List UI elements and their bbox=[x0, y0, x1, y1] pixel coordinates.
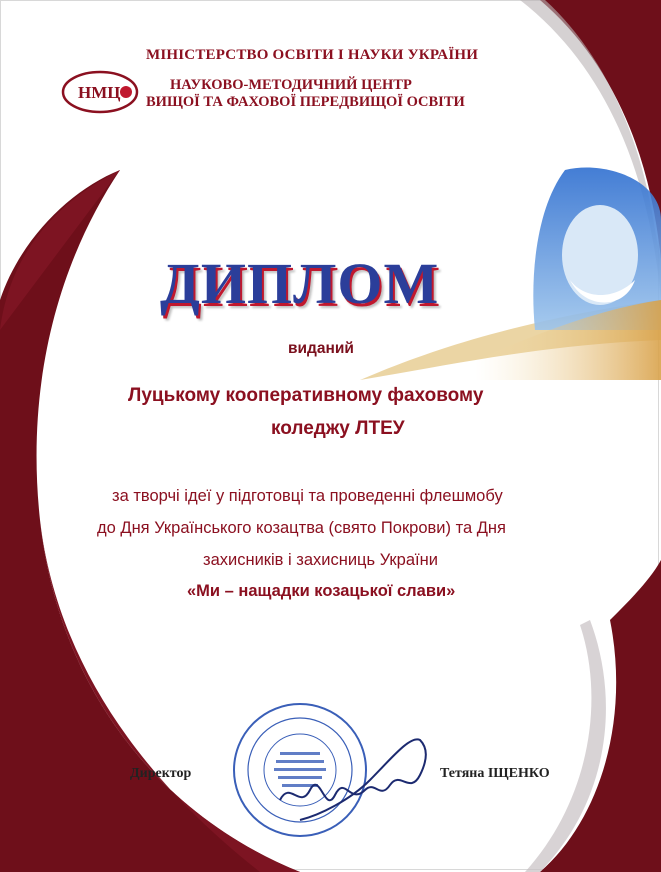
center-name-line1: НАУКОВО-МЕТОДИЧНИЙ ЦЕНТР bbox=[170, 77, 412, 93]
nmc-logo bbox=[60, 68, 140, 116]
reason-line2: до Дня Українського козацтва (свято Покрови) та Дня bbox=[97, 519, 506, 537]
diploma-title: ДИПЛОМ bbox=[160, 251, 440, 316]
recipient-line2: коледжу ЛТЕУ bbox=[271, 418, 405, 439]
handwritten-signature bbox=[270, 720, 440, 830]
recipient-line1: Луцькому кооперативному фаховому bbox=[128, 385, 484, 406]
reason-line1: за творчі ідеї у підготовці та проведенні флешмобу bbox=[112, 487, 503, 505]
director-position: Директор bbox=[130, 766, 192, 781]
cossack-portrait-image bbox=[475, 160, 661, 380]
center-name-line2: ВИЩОЇ ТА ФАХОВОЇ ПЕРЕДВИЩОЇ ОСВІТИ bbox=[146, 94, 465, 110]
issued-label: виданий bbox=[288, 340, 354, 357]
event-motto: «Ми – нащадки козацької слави» bbox=[187, 582, 456, 600]
ministry-title: МІНІСТЕРСТВО ОСВІТИ І НАУКИ УКРАЇНИ bbox=[146, 47, 479, 63]
director-name: Тетяна ІЩЕНКО bbox=[440, 766, 550, 781]
logo-text: НМЦ bbox=[78, 83, 121, 102]
reason-line3: захисників і захисниць України bbox=[203, 551, 438, 569]
